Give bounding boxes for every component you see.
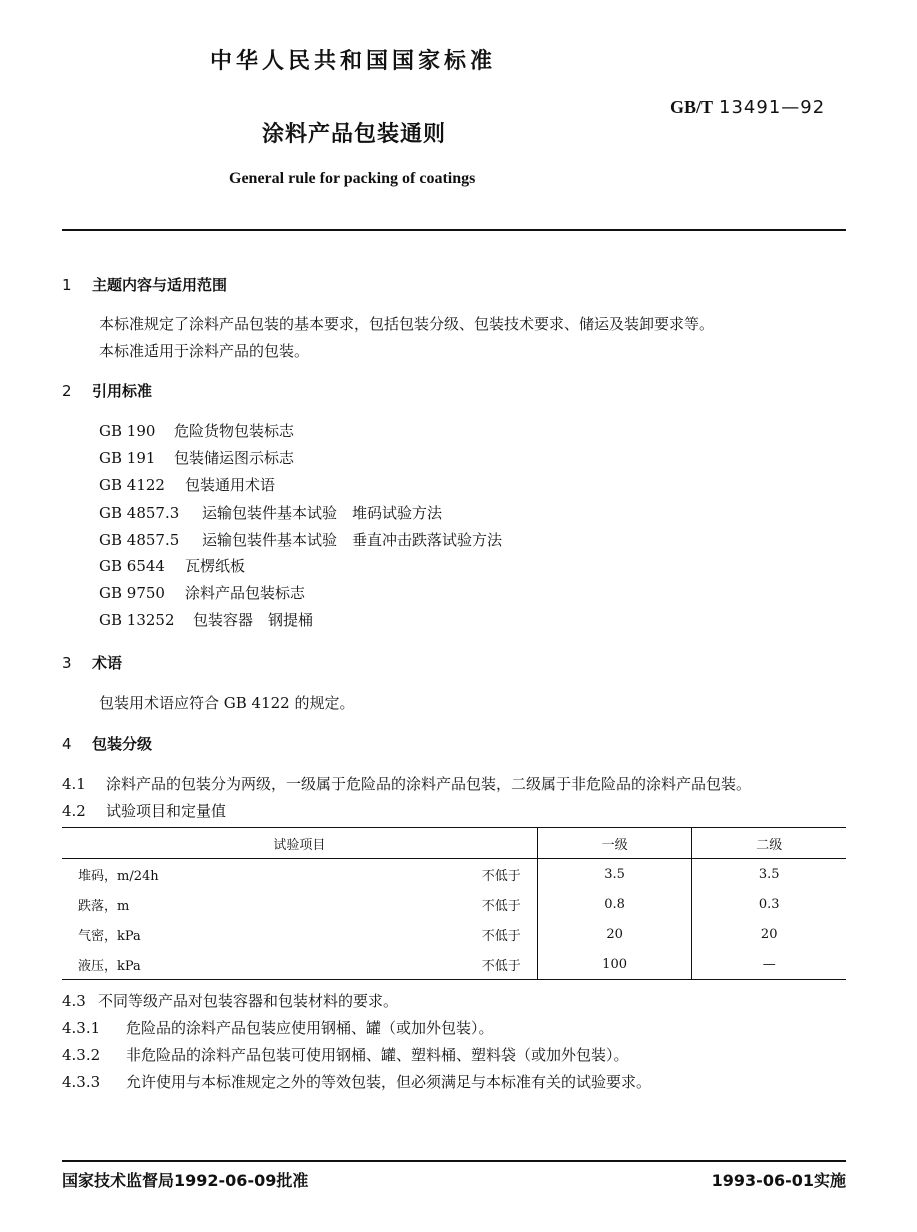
clause-text: 不同等级产品对包装容器和包装材料的要求。 xyxy=(98,992,399,1010)
section-number: 4 xyxy=(62,735,72,753)
clause-text: 试验项目和定量值 xyxy=(106,802,227,820)
table-cell-grade-1: 0.8 xyxy=(537,889,692,919)
section-title: 主题内容与适用范围 xyxy=(92,276,228,294)
reference-item xyxy=(99,447,294,468)
reference-code: GB 4857.3 xyxy=(99,504,180,522)
test-condition: 不低于 xyxy=(481,958,521,974)
reference-code: GB 191 xyxy=(99,449,156,467)
reference-item xyxy=(99,529,502,550)
table-cell-item xyxy=(62,859,537,890)
implementation-date: 1993-06-01实施 xyxy=(711,1171,846,1190)
test-condition: 不低于 xyxy=(481,868,521,884)
paragraph: 本标准适用于涂料产品的包装。 xyxy=(99,342,310,360)
clause-4-3-2 xyxy=(62,1044,629,1065)
grade-table xyxy=(62,827,846,980)
reference-code: GB 6544 xyxy=(99,557,165,575)
header-divider xyxy=(62,229,846,231)
clause-4-1 xyxy=(62,773,751,794)
section-2-heading xyxy=(62,380,152,401)
table-cell-grade-2: 3.5 xyxy=(692,859,846,890)
table-cell-grade-2: — xyxy=(692,949,846,980)
reference-title: 包装通用术语 xyxy=(185,476,276,494)
standard-code-number: 13491—92 xyxy=(719,97,826,118)
reference-title: 瓦楞纸板 xyxy=(185,557,246,575)
column-header-grade-2: 二级 xyxy=(692,828,846,859)
test-item: 堆码，m/24h xyxy=(78,868,159,884)
table-cell-item xyxy=(62,919,537,949)
section-3-heading xyxy=(62,652,122,673)
clause-text: 危险品的涂料产品包装应使用钢桶、罐（或加外包装）。 xyxy=(126,1019,494,1037)
column-header-item: 试验项目 xyxy=(62,828,537,859)
reference-item xyxy=(99,420,294,441)
table-cell-grade-1: 3.5 xyxy=(537,859,692,890)
reference-item xyxy=(99,582,305,603)
approval-date: 国家技术监督局1992-06-09批准 xyxy=(62,1171,309,1190)
table-cell-grade-2: 0.3 xyxy=(692,889,846,919)
section-1-heading xyxy=(62,274,227,295)
reference-code: GB 4122 xyxy=(99,476,165,494)
table-header-row xyxy=(62,828,846,859)
test-condition: 不低于 xyxy=(481,898,521,914)
clause-number: 4.3.3 xyxy=(62,1073,101,1091)
section-number: 2 xyxy=(62,382,72,400)
reference-item xyxy=(99,609,313,630)
test-item: 液压，kPa xyxy=(78,958,141,974)
reference-item xyxy=(99,502,442,523)
section-4-heading xyxy=(62,733,152,754)
reference-code: GB 13252 xyxy=(99,611,175,629)
clause-number: 4.1 xyxy=(62,775,86,793)
clause-number: 4.3.1 xyxy=(62,1019,101,1037)
table-cell-grade-1: 100 xyxy=(537,949,692,980)
reference-title: 运输包装件基本试验 垂直冲击跌落试验方法 xyxy=(202,531,503,549)
reference-title: 运输包装件基本试验 堆码试验方法 xyxy=(202,504,443,522)
clause-text: 涂料产品的包装分为两级，一级属于危险品的涂料产品包装，二级属于非危险品的涂料产品包装。 xyxy=(106,775,752,793)
reference-title: 包装容器 钢提桶 xyxy=(193,611,314,629)
paragraph: 包装用术语应符合 GB 4122 的规定。 xyxy=(99,694,355,712)
section-title: 包装分级 xyxy=(92,735,153,753)
paragraph: 本标准规定了涂料产品包装的基本要求，包括包装分级、包装技术要求、储运及装卸要求等。 xyxy=(99,315,715,333)
document-title-english: General rule for packing of coatings xyxy=(229,170,476,187)
document-title: 涂料产品包装通则 xyxy=(262,122,447,147)
table-row xyxy=(62,859,846,890)
table-cell-grade-2: 20 xyxy=(692,919,846,949)
test-item: 气密，kPa xyxy=(78,928,141,944)
clause-number: 4.3.2 xyxy=(62,1046,101,1064)
clause-number: 4.3 xyxy=(62,992,86,1010)
reference-item xyxy=(99,474,275,495)
reference-code: GB 9750 xyxy=(99,584,165,602)
clause-4-3-1 xyxy=(62,1017,494,1038)
clause-number: 4.2 xyxy=(62,802,86,820)
test-condition: 不低于 xyxy=(481,928,521,944)
reference-item xyxy=(99,555,245,576)
section-title: 术语 xyxy=(92,654,123,672)
table-cell-item xyxy=(62,949,537,980)
clause-text: 允许使用与本标准规定之外的等效包装，但必须满足与本标准有关的试验要求。 xyxy=(126,1073,652,1091)
test-item: 跌落，m xyxy=(78,898,130,914)
reference-code: GB 190 xyxy=(99,422,156,440)
clause-text: 非危险品的涂料产品包装可使用钢桶、罐、塑料桶、塑料袋（或加外包装）。 xyxy=(126,1046,629,1064)
table-cell-item xyxy=(62,889,537,919)
national-standard-label: 中华人民共和国国家标准 xyxy=(210,49,497,74)
clause-4-3 xyxy=(62,990,398,1011)
reference-title: 包装储运图示标志 xyxy=(174,449,295,467)
table-row xyxy=(62,919,846,949)
footer-divider xyxy=(62,1160,846,1162)
reference-title: 危险货物包装标志 xyxy=(174,422,295,440)
section-number: 3 xyxy=(62,654,72,672)
section-number: 1 xyxy=(62,276,72,294)
table-row xyxy=(62,949,846,980)
table-row xyxy=(62,889,846,919)
standard-code-prefix: GB/T xyxy=(670,97,714,117)
reference-code: GB 4857.5 xyxy=(99,531,180,549)
clause-4-2 xyxy=(62,800,226,821)
section-title: 引用标准 xyxy=(92,382,153,400)
column-header-grade-1: 一级 xyxy=(537,828,692,859)
standard-code xyxy=(670,97,825,118)
table-cell-grade-1: 20 xyxy=(537,919,692,949)
reference-title: 涂料产品包装标志 xyxy=(185,584,306,602)
clause-4-3-3 xyxy=(62,1071,651,1092)
